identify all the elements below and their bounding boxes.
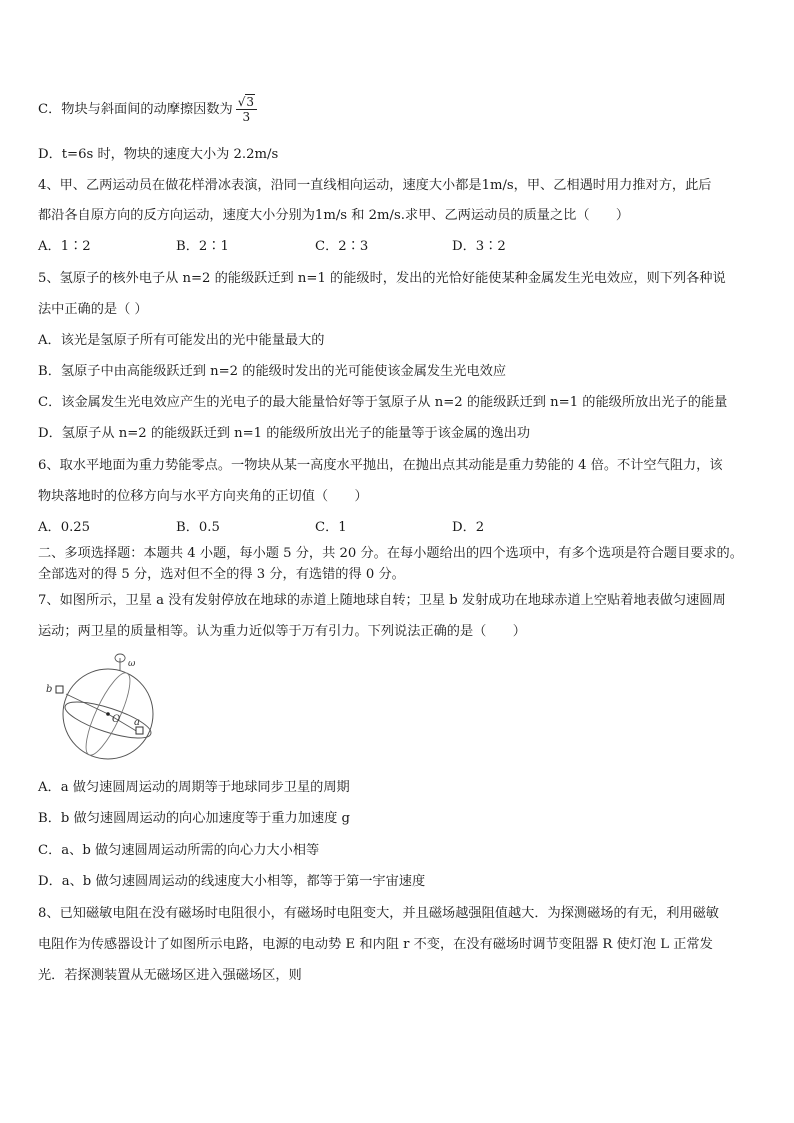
- section-2-line-1: 二、多项选择题：本题共 4 小题，每小题 5 分，共 20 分。在每小题给出的四个选项中，有多个选项是符合题目要求的。: [38, 546, 743, 561]
- fraction-denominator: 3: [242, 110, 251, 124]
- option-c-friction: [38, 95, 758, 124]
- label-a: a: [134, 717, 140, 728]
- q8-line-1: 8、已知磁敏电阻在没有磁场时电阻很小，有磁场时电阻变大，并且磁场越强阻值越大．为探测磁场的有无，利用磁敏: [38, 906, 719, 921]
- q6-line-2: 物块落地时的位移方向与水平方向夹角的正切值（ ）: [38, 489, 368, 504]
- q4-option-c: C．2∶3: [315, 239, 369, 254]
- q7-option-d: D．a、b 做匀速圆周运动的线速度大小相等，都等于第一宇宙速度: [38, 874, 426, 889]
- q4-line-2: 都沿各自原方向的反方向运动，速度大小分别为1m/s 和 2m/s.求甲、乙两运动员的质量之比（ ）: [38, 208, 630, 223]
- q7-line-1: 7、如图所示，卫星 a 没有发射停放在地球的赤道上随地球自转；卫星 b 发射成功在地球赤道上空贴着地表做匀速圆周: [38, 593, 726, 608]
- center-dot: [106, 712, 110, 716]
- satellite-b-icon: [56, 686, 63, 693]
- q6-option-a: A．0.25: [38, 520, 91, 535]
- earth-satellite-figure: [38, 652, 168, 764]
- q7-line-2: 运动；两卫星的质量相等。认为重力近似等于万有引力。下列说法正确的是（ ）: [38, 624, 526, 639]
- option-c-text: C．物块与斜面间的动摩擦因数为: [38, 102, 233, 117]
- equator-orbit: [61, 695, 154, 746]
- satellite-a-icon: [136, 727, 143, 734]
- label-omega: ω: [128, 659, 136, 669]
- q6-option-d: D．2: [452, 520, 485, 535]
- section-2-line-2: 全部选对的得 5 分，选对但不全的得 3 分，有选错的得 0 分。: [38, 567, 405, 582]
- q6-option-c: C．1: [315, 520, 347, 535]
- q5-option-b: B．氢原子中由高能级跃迁到 n=2 的能级时发出的光可能使该金属发生光电效应: [38, 364, 507, 379]
- q5-option-d: D．氢原子从 n=2 的能级跃迁到 n=1 的能级所放出光子的能量等于该金属的逸出功: [38, 426, 531, 441]
- q4-option-b: B．2∶1: [176, 239, 229, 254]
- q5-option-c: C．该金属发生光电效应产生的光电子的最大能量恰好等于氢原子从 n=2 的能级跃迁到 n=1 的能级所放出光子的能量: [38, 395, 728, 410]
- q8-line-2: 电阻作为传感器设计了如图所示电路，电源的电动势 E 和内阻 r 不变，在没有磁场时调节变阻器 R 使灯泡 L 正常发: [38, 937, 713, 952]
- fraction: $\frac{√3}{3}$: [236, 95, 257, 124]
- fraction-numerator: 3: [246, 95, 255, 109]
- q6-line-1: 6、取水平地面为重力势能零点。一物块从某一高度水平抛出，在抛出点其动能是重力势能的 4 倍。不计空气阻力，该: [38, 458, 723, 473]
- option-d-speed: D．t=6s 时，物块的速度大小为 2.2m/s: [38, 147, 279, 162]
- q7-option-a: A．a 做匀速圆周运动的周期等于地球同步卫星的周期: [38, 780, 350, 795]
- q7-option-b: B．b 做匀速圆周运动的向心加速度等于重力加速度 g: [38, 811, 350, 826]
- label-b: b: [46, 684, 53, 695]
- q4-option-a: A．1∶2: [38, 239, 91, 254]
- q7-option-c: C．a、b 做匀速圆周运动所需的向心力大小相等: [38, 843, 320, 858]
- earth-diagram: [38, 652, 168, 764]
- q4-option-d: D．3∶2: [452, 239, 506, 254]
- q8-line-3: 光．若探测装置从无磁场区进入强磁场区，则: [38, 968, 302, 983]
- q6-option-b: B．0.5: [176, 520, 220, 535]
- q5-line-2: 法中正确的是（ ）: [38, 302, 148, 317]
- label-o: O: [112, 714, 121, 725]
- q5-option-a: A．该光是氢原子所有可能发出的光中能量最大的: [38, 333, 325, 348]
- radius-line: [66, 694, 108, 714]
- q4-line-1: 4、甲、乙两运动员在做花样滑冰表演，沿同一直线相向运动，速度大小都是1m/s，甲、乙相遇时用力推对方，此后: [38, 178, 712, 193]
- q5-line-1: 5、氢原子的核外电子从 n=2 的能级跃迁到 n=1 的能级时，发出的光恰好能使某种金属发生光电效应，则下列各种说: [38, 271, 726, 286]
